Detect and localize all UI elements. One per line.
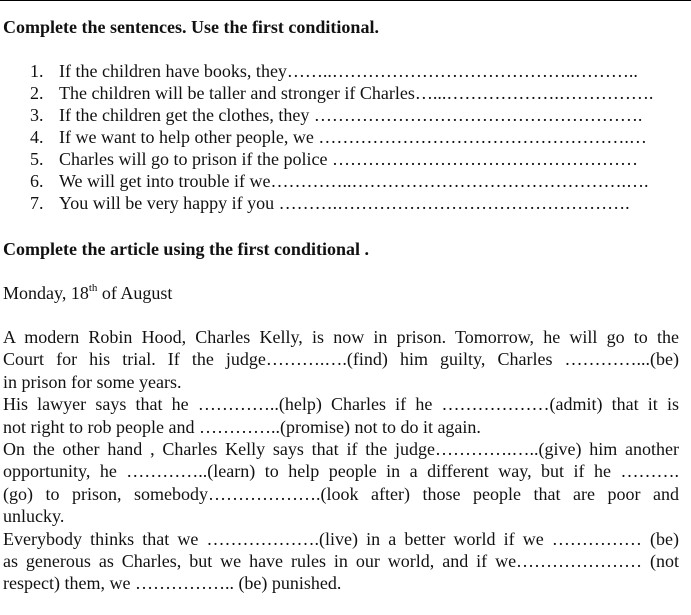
- date-rest: of August: [97, 283, 173, 303]
- article-line: opportunity, he …………..(learn) to help people in a different way, but if he ……….: [3, 461, 679, 482]
- article-line: Everybody thinks that we ……………….(live) in a better world if we …………… (be): [3, 528, 679, 549]
- article-line: (go) to prison, somebody……………….(look after) those people that are poor and: [3, 483, 679, 504]
- article-line: respect) them, we …………….. (be) punished.: [3, 573, 342, 594]
- item-sentence: We will get into trouble if we…………..……………………………………….….: [59, 171, 649, 191]
- item-number: 4.: [30, 127, 44, 147]
- exercise-item: [0, 148, 691, 170]
- item-number: 1.: [30, 61, 44, 81]
- exercise-item: [0, 126, 691, 148]
- exercise-1-instruction: Complete the sentences. Use the first conditional.: [3, 17, 379, 37]
- item-sentence: If we want to help other people, we …………………………………………….…: [59, 127, 647, 147]
- exercise-item: [0, 104, 691, 126]
- item-number: 6.: [30, 171, 44, 191]
- article-line: On the other hand , Charles Kelly says that if the judge………….…..(give) him another: [3, 438, 679, 459]
- article-line: in prison for some years.: [3, 371, 182, 392]
- exercise-item: [0, 192, 691, 214]
- item-sentence: If the children get the clothes, they ……………………………………………….: [59, 105, 643, 125]
- article-body: [3, 326, 691, 595]
- article-line: A modern Robin Hood, Charles Kelly, is now in prison. Tomorrow, he will go to the: [3, 327, 679, 347]
- item-number: 3.: [30, 105, 44, 125]
- exercise-1-list: [0, 60, 691, 214]
- article-line: not right to rob people and …………..(promise) not to do it again.: [3, 416, 481, 437]
- exercise-item: [0, 60, 691, 82]
- item-sentence: The children will be taller and stronger if Charles…...……………….…………….: [59, 83, 654, 103]
- item-number: 2.: [30, 83, 44, 103]
- exercise-item: [0, 82, 691, 104]
- article-line: unlucky.: [3, 506, 65, 527]
- date-prefix: Monday, 18: [3, 283, 89, 303]
- item-number: 5.: [30, 149, 44, 169]
- exercise-2-instruction: Complete the article using the first conditional .: [3, 239, 369, 259]
- item-sentence: Charles will go to prison if the police ……………………………………………: [59, 149, 638, 169]
- article-line: as generous as Charles, but we have rules in our world, and if we………………… (not: [3, 550, 679, 571]
- article-line: Court for his trial. If the judge……….….(find) him guilty, Charles …………...(be): [3, 349, 679, 370]
- article-line: His lawyer says that he …………..(help) Charles if he ………………(admit) that it is: [3, 394, 679, 415]
- item-number: 7.: [30, 193, 44, 213]
- top-rule: [0, 0, 691, 1]
- exercise-item: [0, 170, 691, 192]
- item-sentence: If the children have books, they……..…………………………………..………..: [59, 61, 638, 81]
- item-sentence: You will be very happy if you ……….………………………………………….: [59, 193, 630, 213]
- article-dateline: [3, 282, 172, 304]
- date-ordinal-suffix: th: [88, 282, 98, 294]
